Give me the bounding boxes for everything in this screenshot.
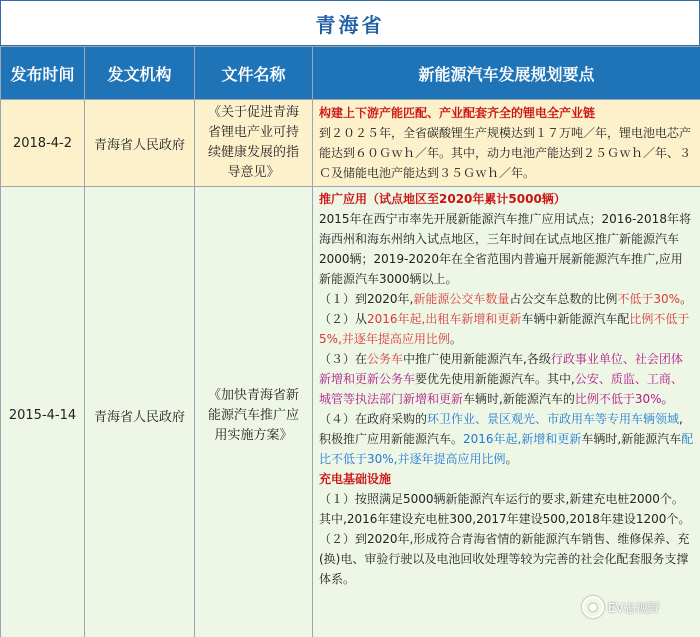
cell-doc: 《关于促进青海省锂电产业可持续健康发展的指导意见》 xyxy=(195,100,313,187)
header-date: 发布时间 xyxy=(1,47,85,100)
charging-item-1: （１）按照满足5000辆新能源汽车运行的要求,新建充电桩2000个。其中,2016年建设充电桩300,2017年建设500,2018年建设1200个。 xyxy=(319,492,691,526)
promotion-item-1: （１）到2020年,新能源公交车数量占公交车总数的比例不低于30%。 xyxy=(319,292,693,306)
cell-doc: 《加快青海省新能源汽车推广应用实施方案》 xyxy=(195,187,313,637)
cell-points xyxy=(313,187,700,637)
header-org: 发文机构 xyxy=(85,47,195,100)
cell-org: 青海省人民政府 xyxy=(85,100,195,187)
watermark xyxy=(582,596,660,618)
header-row xyxy=(1,47,700,100)
province-title: 青海省 xyxy=(315,12,385,37)
promotion-item-3: （３）在公务车中推广使用新能源汽车,各级行政事业单位、社会团体新增和更新公务车要优先使用新能源汽车。其中,公安、质监、工商、城管等执法部门新增和更新车辆时,新能源汽车的比例不低于30%。 xyxy=(319,352,683,406)
cell-date: 2015-4-14 xyxy=(1,187,85,637)
watermark-text: EV志视野 xyxy=(608,600,660,615)
promotion-intro: 2015年在西宁市率先开展新能源汽车推广应用试点；2016-2018年将海西州和海东州纳入试点地区，三年时间在试点地区推广新能源汽车2000辆；2019-2020年在全省范围内普遍开展新能源汽车推广,应用新能源汽车3000辆以上。 xyxy=(319,212,691,286)
cell-org: 青海省人民政府 xyxy=(85,187,195,637)
header-points: 新能源汽车发展规划要点 xyxy=(313,47,700,100)
cell-date: 2018-4-2 xyxy=(1,100,85,187)
section-heading-charging: 充电基础设施 xyxy=(319,472,392,486)
charging-item-2: （２）到2020年,形成符合青海省情的新能源汽车销售、维修保养、充(换)电、审验行驶以及电池回收处理等较为完善的社会化配套服务支撑体系。 xyxy=(319,532,690,586)
point-text: 到２０２５年，全省碳酸锂生产规模达到１７万吨／年，锂电池电芯产能达到６０Ｇｗｈ／年。其中，动力电池产能达到２５Ｇｗｈ／年、３Ｃ及储能电池产能达到３５Ｇｗｈ／年。 xyxy=(319,126,692,180)
policy-table xyxy=(0,46,700,637)
promotion-item-4: （４）在政府采购的环卫作业、景区观光、市政用车等专用车辆领域,积极推广应用新能源汽车。2016年起,新增和更新车辆时,新能源汽车配比不低于30%,并逐年提高应用比例。 xyxy=(319,412,694,466)
section-heading-promotion: 推广应用（试点地区至2020年累计5000辆） xyxy=(319,192,566,206)
promotion-item-2: （２）从2016年起,出租车新增和更新车辆中新能源汽车配比例不低于5%,并逐年提高应用比例。 xyxy=(319,312,690,346)
wechat-icon: ● xyxy=(582,596,604,618)
table-row xyxy=(1,100,700,187)
cell-points xyxy=(313,100,700,187)
point-heading: 构建上下游产能匹配、产业配套齐全的锂电全产业链 xyxy=(319,106,596,120)
header-doc: 文件名称 xyxy=(195,47,313,100)
title-bar xyxy=(0,0,700,46)
table-row xyxy=(1,187,700,637)
